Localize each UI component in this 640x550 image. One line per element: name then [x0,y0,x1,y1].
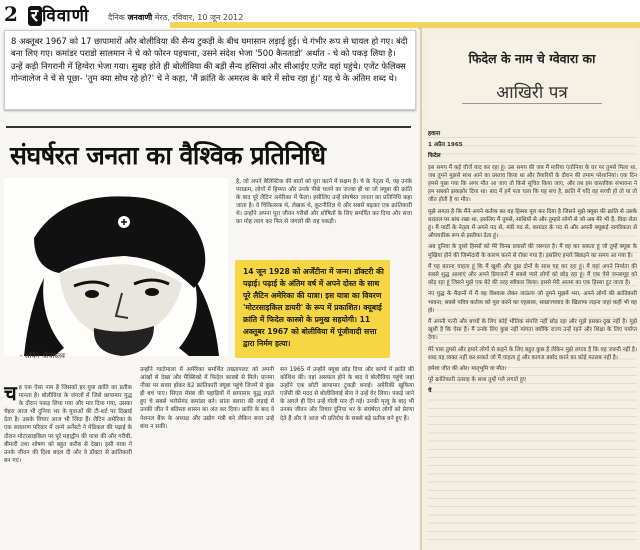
letter-paragraph: मुझे लगता है कि मैंने अपने कर्तव्य का वह हिस्सा पूरा कर दिया है जिसने मुझे क्यूबा की क्रांति से उसके धरातल पर बांध रखा था, इसलिए मैं तुमसे, साथियों से और तुम्हारे लोगों से जो अब मेरे भी हैं, विदा लेता हूं। मैं पार्टी के नेतृत्व में अपने पद से, मंत्री पद से, कमांडर के पद से और अपनी क्यूबाई नागरिकता से औपचारिक रूप से इस्तीफा देता हूं। [428,208,637,240]
dateline-paper: जनवाणी [127,13,153,22]
masthead [0,0,640,29]
letter-paragraph: नए युद्ध के मैदानों में मैं वह विश्वास लेकर जाऊंगा जो तुमने मुझमें भरा, अपने लोगों की क्रांतिकारी भावना, सबसे पवित्र कर्तव्य को पूरा करने का एहसास, साम्राज्यवाद के खिलाफ लड़ना जहां कहीं भी वह हो। [428,291,637,314]
dateline-prefix: दैनिक [108,13,125,22]
drop-cap: च [4,384,17,405]
intro-box [4,30,416,110]
letter-place: हवाना [428,131,441,137]
article-column-1-text: ह एक ऐसा नाम है जिसको हर युवा क्रांति का प्रतीक मानता है। बोलीविया के जंगलों में जिसे छापामार युद्ध के दौरान पकड़ लिया गया और मार दिया गया, उसका चेहरा आज भी दुनिया भर के युवाओं की टी-शर्ट पर दिखाई देता है। उसके विचार आज भी जिंदा हैं। लैटिन अमेरिका के एक साधारण परिवार में जन्मे अर्नेस्टो ने मेडिकल की पढ़ाई के दौरान मोटरसाइकिल पर पूरे महाद्वीप की यात्रा की और गरीबी, बीमारी तथा शोषण को बहुत करीब से देखा। इसी यात्रा ने उनके जीवन की दिशा बदल दी और वे डॉक्टर से क्रांतिकारी बन गए। [4,385,132,464]
logo-rest: विवाणी [41,6,90,26]
letter-title-line1: फिदेल के नाम चे ग्वेवारा का [468,51,596,66]
article-column-2: उन्होंने ग्वाटेमाला में अमेरिका समर्थित तख्तापलट को अपनी आंखों से देखा और मैक्सिको में फिदेल कास्त्रो से मिले। ग्रानमा नौका पर सवार होकर 82 क्रांतिकारी क्यूबा पहुंचे जिनमें से कुछ ही बच पाए। सिएरा मेस्त्रा की पहाड़ियों में छापामार युद्ध लड़ते हुए चे सबसे भरोसेमंद कमांडर बने। सांता क्लारा की लड़ाई में उनकी जीत ने बतिस्ता शासन का अंत कर दिया। क्रांति के बाद वे नेशनल बैंक के अध्यक्ष और उद्योग मंत्री बने लेकिन सत्ता उन्हें बांध न सकी। [140,367,274,430]
portrait-illustration [4,178,228,356]
bio-highlight-text: 14 जून 1928 को अर्जेंटीना में जन्म। डॉक्टरी की पढ़ाई। पढ़ाई के अंतिम वर्ष में अपने दोस्त के साथ पूरे लैटिन अमेरिका की यात्रा। इस यात्रा का विवरण 'मोटरसाइकिल डायरी' के रूप में प्रकाशित। क्यूबाई क्रांति में फिदेल कास्त्रो के प्रमुख सहयोगी। 11 अक्तूबर 1967 को बोलीविया में पूंजीवादी सत्ता द्वारा निर्मम हत्या। [243,267,384,348]
letter-signoff: चे [428,388,432,395]
page-number: 2 [4,2,18,26]
letter-paragraph: मेरे पास तुमसे और हमारे लोगों से कहने के लिए बहुत कुछ है लेकिन मुझे लगता है कि यह जरूरी नहीं है। शब्द वह व्यक्त नहीं कर सकते जो मैं चाहता हूं और कागज बर्बाद करने का कोई मतलब नहीं है। [428,346,637,361]
article-headline: संघर्षरत जनता का वैश्विक प्रतिनिधि [10,141,326,170]
article-column-top-right: है, जो अपने बैलिस्टिक की बातों को पूरा करने में सक्षम है। चे के नेतृत्व में, यह उनके पराक्रम, लोगों में हिम्मत और उनके पीछे चलने का जज्बा ही था जो क्यूबा की क्रांति के बाद पूरे लैटिन अमेरिका में फैला। इसीलिए उन्हें संघर्षरत जनता का प्रतिनिधि कहा जाता है। वे चिकित्सक थे, लेखक थे, कूटनीतिज्ञ थे और सबसे बढ़कर एक क्रांतिकारी थे। उन्होंने अपना पूरा जीवन गरीबों और शोषितों के लिए समर्पित कर दिया और सत्ता का मोह त्याग कर फिर से जंगलों की राह पकड़ी। [236,179,412,226]
portrait-photo [4,178,228,356]
dateline-rest: मेरठ, रविवार, 10 जून 2012 [154,13,244,22]
photo-caption: - सचिन श्रीवास्तव [20,352,65,360]
letter-section [420,28,640,550]
letter-salutation: फिदेल [428,153,441,160]
letter-paragraph: इस समय मैं कई चीजें याद कर रहा हूं। उस समय की जब मैं मारिया एंतोनिया के घर पर तुमसे मिला था, जब तुमने मुझसे साथ आने का प्रस्ताव किया था और तैयारियों के दौरान की तमाम परेशानियां। एक दिन हमसे पूछा गया कि अगर मौत आ जाए तो किसे सूचित किया जाए, और तब इस वास्तविक संभावना ने हम सबको झकझोर दिया था। बाद में हमें पता चला कि यह सच है, क्रांति में यदि वह सच्ची हो तो या तो जीत होती है या मौत। [428,164,637,204]
letter-paragraph: मैं अपनी पत्नी और बच्चों के लिए कोई भौतिक संपत्ति नहीं छोड़ रहा और मुझे इसका दुख नहीं है। मुझे खुशी है कि ऐसा है। मैं उनके लिए कुछ नहीं मांगता क्योंकि राज्य उन्हें रहने और शिक्षा के लिए पर्याप्त देगा। [428,319,637,342]
letter-paragraph: अब दुनिया के दूसरे हिस्सों को मेरे विनम्र प्रयासों की जरूरत है। मैं वह कर सकता हूं जो तुम्हें क्यूबा के मुखिया होने की जिम्मेदारी के कारण करने से रोका गया है। इसलिए हमारे बिछड़ने का समय आ गया है। [428,244,637,259]
letter-paragraph: मैं यह बताना चाहता हूं कि मैं खुशी और दुख दोनों के साथ यह कर रहा हूं। मैं यहां अपने निर्माता की सबसे शुद्ध आशाएं और अपने प्रियजनों में सबसे प्यारे लोगों को छोड़ रहा हूं। मैं एक ऐसे जनसमूह को छोड़ रहा हूं जिसने मुझे एक बेटे की तरह स्वीकार किया। इससे मेरी आत्मा का एक हिस्सा टूट जाता है। [428,263,637,287]
letter-paragraph: पूरे क्रांतिकारी उत्साह के साथ तुम्हें गले लगाते हुए [428,377,526,384]
logo-first-letter: र [28,6,42,26]
letter-paragraph: हमेशा जीत की ओर। मातृभूमि या मौत। [428,366,507,373]
article-column-3: सन 1965 में उन्होंने क्यूबा छोड़ दिया और कांगो में क्रांति की कोशिश की। वहां असफल होने के बाद वे बोलीविया पहुंचे जहां उन्होंने एक छोटी छापामार टुकड़ी बनाई। अमेरिकी खुफिया एजेंसी की मदद से बोलीवियाई सेना ने उन्हें घेर लिया। पकड़े जाने के अगले ही दिन उन्हें गोली मार दी गई। उनकी मृत्यु के बाद भी उनका जीवन और विचार दुनिया भर के संघर्षरत लोगों को प्रेरणा देते हैं और वे आज भी प्रतिरोध के सबसे बड़े प्रतीक बने हुए हैं। [280,367,414,422]
letter-title-line2: आखिरी पत्र [462,80,602,104]
letter-date: 1 अप्रैल 1965 [428,142,463,149]
letter-body [428,130,637,544]
divider [6,126,411,128]
article-column-1 [4,384,132,544]
section-logo [28,3,89,26]
intro-text: 8 अक्तूबर 1967 को 17 छापामारों और बोलीविया की सैन्य टुकड़ी के बीच घमासान लड़ाई हुई। चे गंभीर रूप से घायल हो गए। बंदी बना लिए गए। कमांडर पराडो सालमान ने चे को फोरन पहचाना, उसने संदेश भेजा '500 कैनताडो' अर्थात - चे को पकड़ लिया है। उन्हें कड़ी निगरानी में हिग्वेरा भेजा गया। सुबह होते ही बोलीविया की बड़ी सैन्य हस्तियां और सीआईए एजेंट वहां पहुंचे। एजेंट फेलिक्स गोन्जालेज ने चे से पूछा- 'तुम क्या सोच रहे हो?' चे ने कहा, 'मैं क्रांति के अमरत्व के बारे में सोच रहा हूं।' यह चे के अंतिम शब्द थे। [11,36,408,84]
bio-highlight-box [235,260,390,358]
